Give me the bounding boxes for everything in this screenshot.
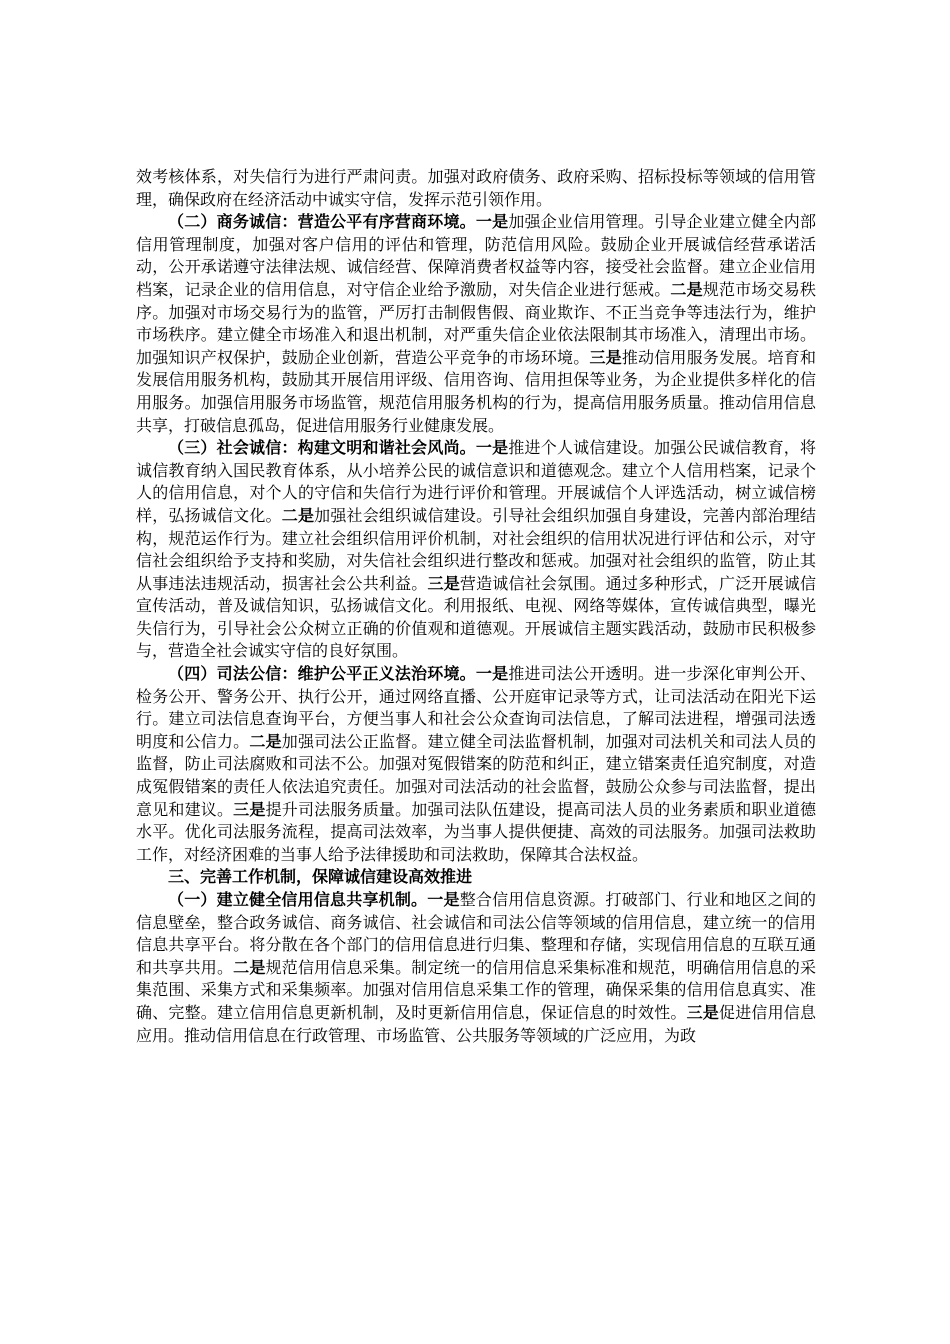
keyword-second: 二是	[249, 731, 282, 751]
paragraph-text: 推动信用服务发展。培育和发展信用服务机构，鼓励其开展信用评级、信用咨询、信用担保等业务，为企业提供多样化的信用服务。加强信用服务市场监管，规范信用服务机构的行为，提高信用服务质量。推动信用信息共享，打破信息孤岛，促进信用服务行业健康发展。	[136, 347, 816, 435]
paragraph-text: 促进信用信息应用。推动信用信息在行政管理、市场监管、公共服务等领域的广泛应用，为政	[136, 1002, 816, 1045]
document-page	[136, 166, 816, 1047]
subheading-judicial-credibility: （四）司法公信：维护公平正义法治环境。	[168, 664, 476, 684]
keyword-third: 三是	[589, 347, 622, 367]
keyword-first: 一是	[475, 212, 509, 232]
keyword-second: 二是	[281, 505, 315, 525]
keyword-first: 一是	[427, 890, 460, 909]
section-heading: 三、完善工作机制，保障诚信建设高效推进	[168, 867, 473, 887]
paragraph-continuation	[136, 166, 816, 211]
keyword-third: 三是	[686, 1002, 719, 1022]
paragraph-text: 营造诚信社会氛围。通过多种形式，广泛开展诚信宣传活动，普及诚信知识，弘扬诚信文化。利用报纸、电视、网络等媒体，宣传诚信典型，曝光失信行为，引导社会公众树立正确的价值观和道德观。开展诚信主题实践活动，鼓励市民积极参与，营造全社会诚实守信的良好氛围。	[136, 573, 816, 661]
paragraph-info-sharing	[136, 889, 816, 1047]
paragraph-text: 加强社会组织诚信建设。引导社会组织加强自身建设，完善内部治理结构，规范运作行为。建立社会组织信用评价机制，对社会组织的信用状况进行评估和公示，对守信社会组织给予支持和奖励，对失信社会组织进行整改和惩戒。加强对社会组织的监管，防止其从事违法违规活动，损害社会公共利益。	[136, 505, 816, 593]
paragraph-text: 加强企业信用管理。引导企业建立健全内部信用管理制度，加强对客户信用的评估和管理，防范信用风险。鼓励企业开展诚信经营承诺活动，公开承诺遵守法律法规、诚信经营、保障消费者权益等内容，接受社会监督。建立企业信用档案，记录企业的信用信息，对守信企业给予激励，对失信企业进行惩戒。	[136, 212, 816, 299]
paragraph-text: 规范市场交易秩序。加强对市场交易行为的监管，严厉打击制假售假、商业欺诈、不正当竞争等违法行为，维护市场秩序。建立健全市场准入和退出机制，对严重失信企业依法限制其市场准入，清理出市场。加强知识产权保护，鼓励企业创新，营造公平竞争的市场环境。	[136, 279, 816, 367]
keyword-third: 三是	[233, 799, 266, 819]
subheading-info-sharing: （一）建立健全信用信息共享机制。	[168, 890, 428, 909]
paragraph-text: 规范信用信息采集。制定统一的信用信息采集标准和规范，明确信用信息的采集范围、采集方式和采集频率。加强对信用信息采集工作的管理，确保采集的信用信息真实、准确、完整。建立信用信息更新机制，及时更新信用信息，保证信息的时效性。	[136, 957, 816, 1022]
paragraph-text: 推进司法公开透明。进一步深化审判公开、检务公开、警务公开、执行公开，通过网络直播、公开庭审记录等方式，让司法活动在阳光下运行。建立司法信息查询平台，方便当事人和社会公众查询司法信息，了解司法进程，增强司法透明度和公信力。	[136, 664, 816, 751]
paragraph-judicial-credibility	[136, 663, 816, 866]
keyword-second: 二是	[670, 279, 703, 299]
subheading-business-integrity: （二）商务诚信：营造公平有序营商环境。	[168, 212, 476, 232]
paragraph-text: 提升司法服务质量。加强司法队伍建设，提高司法人员的业务素质和职业道德水平。优化司法服务流程，提高司法效率，为当事人提供便捷、高效的司法服务。加强司法救助工作，对经济困难的当事人给予法律援助和司法救助，保障其合法权益。	[136, 799, 816, 864]
paragraph-text: 推进个人诚信建设。加强公民诚信教育，将诚信教育纳入国民教育体系，从小培养公民的诚信意识和道德观念。建立个人信用档案，记录个人的信用信息，对个人的守信和失信行为进行评价和管理。开展诚信个人评选活动，树立诚信榜样，弘扬诚信文化。	[136, 438, 816, 525]
keyword-first: 一是	[475, 664, 509, 684]
subheading-social-integrity: （三）社会诚信：构建文明和谐社会风尚。	[168, 438, 476, 458]
keyword-first: 一是	[475, 438, 509, 458]
paragraph-text: 加强司法公正监督。建立健全司法监督机制，加强对司法机关和司法人员的监督，防止司法腐败和司法不公。加强对冤假错案的防范和纠正，建立错案责任追究制度，对造成冤假错案的责任人依法追究责任。加强对司法活动的社会监督，鼓励公众参与司法监督，提出意见和建议。	[136, 731, 816, 819]
paragraph-text: 效考核体系，对失信行为进行严肃问责。加强对政府债务、政府采购、招标投标等领域的信用管理，确保政府在经济活动中诚实守信，发挥示范引领作用。	[136, 167, 816, 209]
keyword-second: 二是	[233, 957, 266, 977]
keyword-third: 三是	[427, 573, 460, 593]
paragraph-social-integrity	[136, 437, 816, 663]
paragraph-business-integrity	[136, 211, 816, 437]
paragraph-text: 整合信用信息资源。打破部门、行业和地区之间的信息壁垒，整合政务诚信、商务诚信、社会诚信和司法公信等领域的信用信息，建立统一的信用信息共享平台。将分散在各个部门的信用信息进行归集、整理和存储，实现信用信息的互联互通和共享共用。	[136, 890, 816, 977]
